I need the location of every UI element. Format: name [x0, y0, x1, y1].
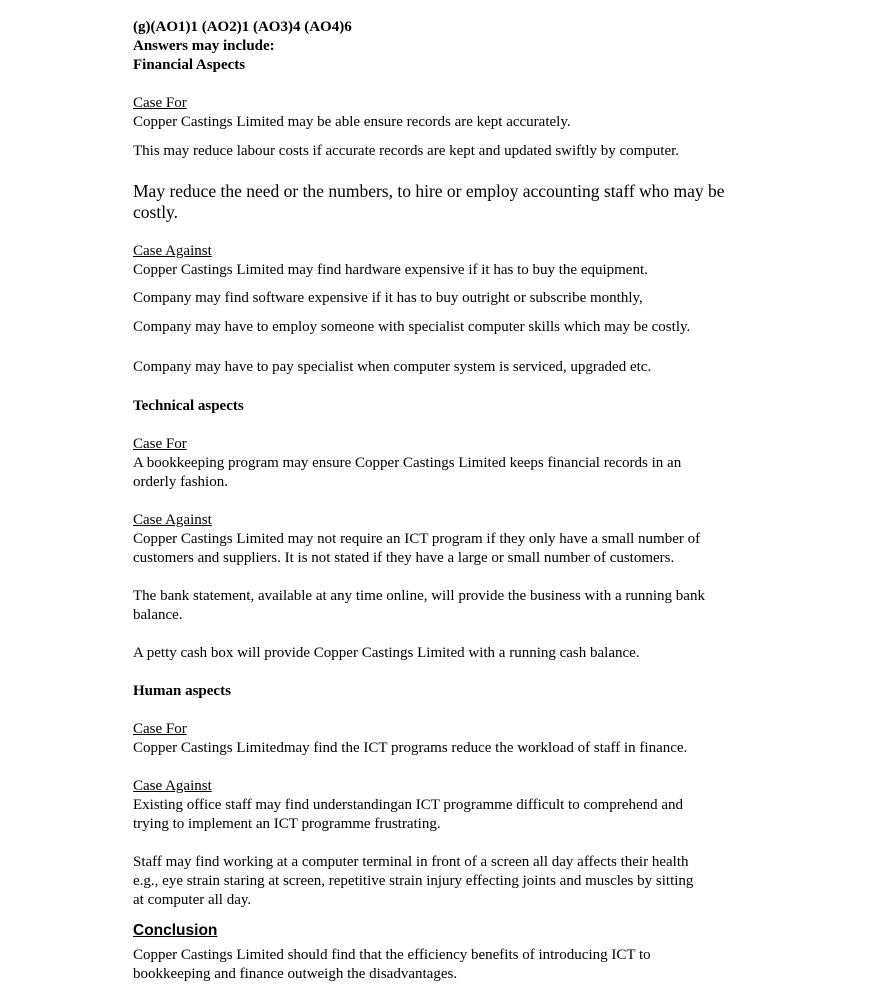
human-for-point: Copper Castings Limitedmay find the ICT programs reduce the workload of staff in finance. — [133, 740, 688, 756]
technical-case-for-label: Case For — [133, 436, 187, 452]
human-against-point-cont: trying to implement an ICT programme frustrating. — [133, 816, 441, 832]
human-against-point: Existing office staff may find understandingan ICT programme difficult to comprehend and — [133, 797, 684, 813]
technical-petty-cash-point: A petty cash box will provide Copper Castings Limited with a running cash balance. — [133, 645, 640, 661]
financial-against-point: Copper Castings Limited may find hardware expensive if it has to buy the equipment. — [133, 262, 648, 278]
technical-against-point-cont: customers and suppliers. It is not stated if they have a large or small number of customers. — [133, 550, 675, 566]
human-staff-point: Staff may find working at a computer terminal in front of a screen all day affects their health — [133, 854, 689, 870]
answers-intro: Answers may include: — [133, 38, 275, 54]
technical-for-point-cont: orderly fashion. — [133, 474, 228, 490]
human-staff-point-cont: at computer all day. — [133, 892, 252, 908]
human-heading: Human aspects — [133, 683, 231, 699]
financial-case-against-label: Case Against — [133, 243, 212, 259]
financial-for-point: May reduce the need or the numbers, to hire or employ accounting staff who may be — [133, 181, 725, 201]
financial-for-point-cont: costly. — [133, 202, 179, 222]
technical-bank-point-cont: balance. — [133, 607, 183, 623]
financial-heading: Financial Aspects — [133, 57, 246, 73]
conclusion-text: Copper Castings Limited should find that the efficiency benefits of introducing ICT to — [133, 947, 651, 963]
conclusion-heading: Conclusion — [133, 922, 218, 939]
conclusion-text-cont: bookkeeping and finance outweigh the disadvantages. — [133, 966, 458, 982]
financial-case-for-label: Case For — [133, 95, 187, 111]
marks-line: (g)(AO1)1 (AO2)1 (AO3)4 (AO4)6 — [133, 19, 352, 35]
financial-against-point: Company may have to employ someone with specialist computer skills which may be costly. — [133, 319, 691, 335]
technical-heading: Technical aspects — [133, 398, 244, 414]
human-staff-point-cont: e.g., eye strain staring at screen, repetitive strain injury effecting joints and muscles by sitting — [133, 873, 694, 889]
human-case-for-label: Case For — [133, 721, 187, 737]
technical-bank-point: The bank statement, available at any time online, will provide the business with a running bank — [133, 588, 705, 604]
technical-case-against-label: Case Against — [133, 512, 212, 528]
human-case-against-label: Case Against — [133, 778, 212, 794]
financial-against-point: Company may have to pay specialist when computer system is serviced, upgraded etc. — [133, 359, 652, 375]
financial-for-point: This may reduce labour costs if accurate records are kept and updated swiftly by computer. — [133, 143, 680, 159]
technical-against-point: Copper Castings Limited may not require an ICT program if they only have a small number of — [133, 531, 701, 547]
technical-for-point: A bookkeeping program may ensure Copper Castings Limited keeps financial records in an — [133, 455, 682, 471]
financial-against-point: Company may find software expensive if it has to buy outright or subscribe monthly, — [133, 290, 643, 306]
financial-for-point: Copper Castings Limited may be able ensure records are kept accurately. — [133, 114, 571, 130]
